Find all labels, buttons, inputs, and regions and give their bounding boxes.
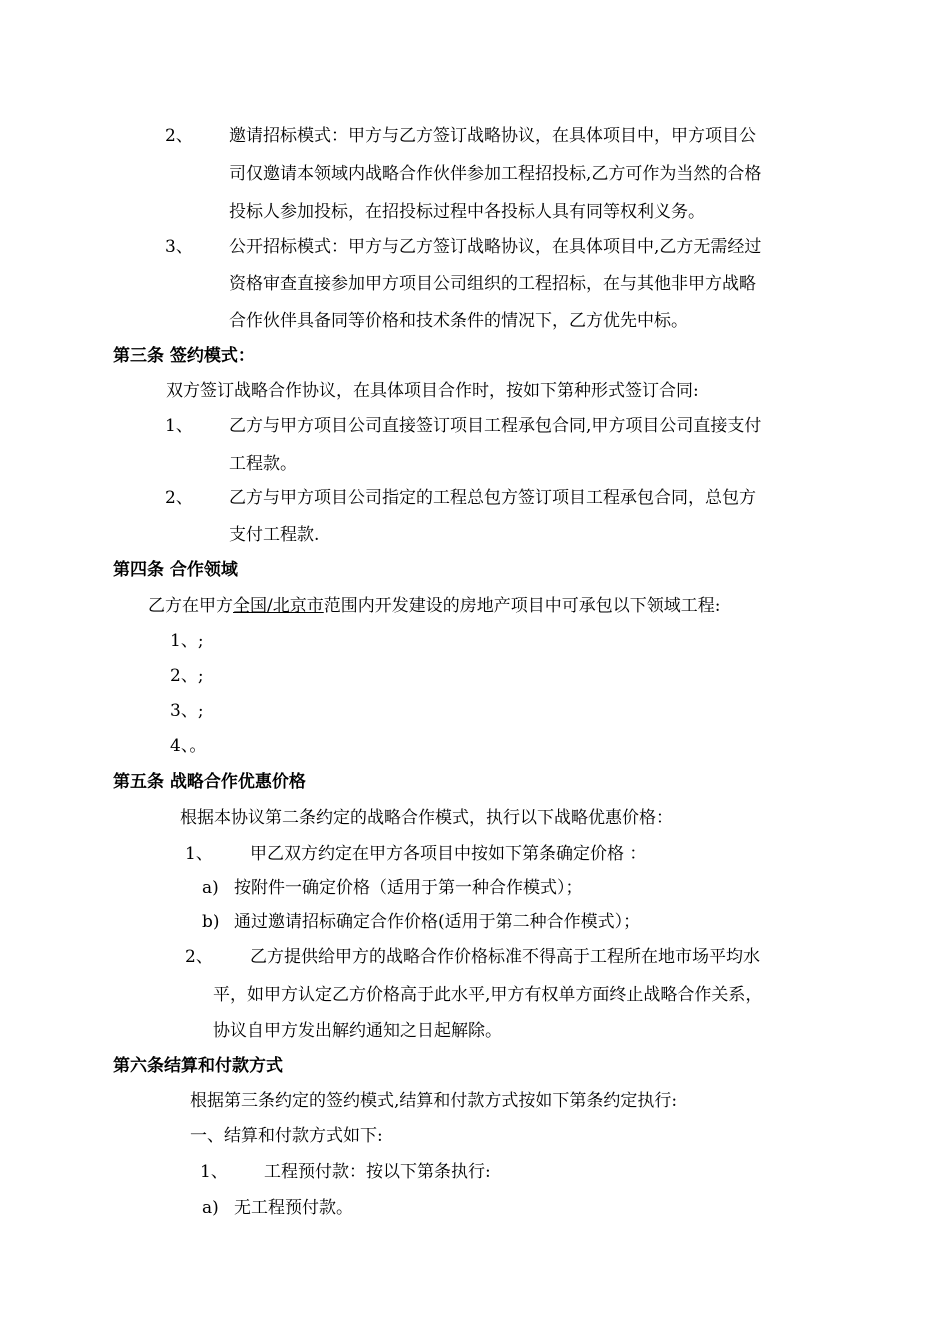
list-item: 4、。 — [170, 736, 207, 756]
paragraph-line: 乙方与甲方项目公司指定的工程总包方签订项目工程承包合同，总包方 — [229, 488, 756, 508]
list-number: 2、 — [185, 947, 213, 967]
paragraph-line: 资格审查直接参加甲方项目公司组织的工程招标，在与其他非甲方战略 — [229, 274, 756, 294]
paragraph-line: 乙方与甲方项目公司直接签订项目工程承包合同,甲方项目公司直接支付 — [229, 416, 762, 436]
list-number: 1、 — [165, 416, 193, 436]
sub-item-label: b) — [202, 912, 220, 932]
text-segment: 乙方在甲方 — [148, 596, 233, 616]
paragraph-line: 双方签订战略合作协议，在具体项目合作时，按如下第种形式签订合同: — [166, 381, 699, 401]
paragraph-line: 司仅邀请本领域内战略合作伙伴参加工程招投标,乙方可作为当然的合格 — [229, 164, 762, 184]
sub-item-label: a) — [202, 878, 219, 898]
underlined-scope: 全国/北京市 — [233, 596, 324, 616]
sub-item-text: 通过邀请招标确定合作价格(适用于第二种合作模式）； — [234, 912, 641, 932]
paragraph-line: 合作伙伴具备同等价格和技术条件的情况下，乙方优先中标。 — [229, 311, 688, 331]
paragraph-line: 工程预付款：按以下第条执行: — [264, 1162, 491, 1182]
sub-item-text: 按附件一确定价格（适用于第一种合作模式）； — [234, 878, 583, 898]
list-number: 1、 — [185, 844, 213, 864]
list-number: 2、 — [165, 488, 193, 508]
paragraph-line: 根据第三条约定的签约模式,结算和付款方式按如下第条约定执行: — [190, 1091, 678, 1111]
article-6-heading: 第六条结算和付款方式 — [113, 1056, 283, 1076]
paragraph-line: 协议自甲方发出解约通知之日起解除。 — [213, 1021, 502, 1041]
sub-item-label: a) — [202, 1198, 219, 1218]
paragraph-line — [148, 594, 720, 618]
article-3-heading: 第三条 签约模式： — [113, 346, 255, 366]
paragraph-line: 一、结算和付款方式如下: — [190, 1126, 383, 1146]
paragraph-line: 平，如甲方认定乙方价格高于此水平,甲方有权单方面终止战略合作关系， — [213, 985, 763, 1005]
list-number: 1、 — [200, 1162, 228, 1182]
article-5-heading: 第五条 战略合作优惠价格 — [113, 772, 306, 792]
paragraph-line: 投标人参加投标，在招投标过程中各投标人具有同等权利义务。 — [229, 202, 705, 222]
paragraph-line: 甲乙双方约定在甲方各项目中按如下第条确定价格 ： — [250, 844, 647, 864]
paragraph-line: 工程款。 — [229, 454, 297, 474]
paragraph-line: 根据本协议第二条约定的战略合作模式，执行以下战略优惠价格： — [180, 808, 673, 828]
list-number: 3、 — [165, 237, 193, 257]
list-item: 2、; — [170, 666, 204, 686]
list-number: 2、 — [165, 126, 193, 146]
article-4-heading: 第四条 合作领域 — [113, 560, 238, 580]
paragraph-line: 乙方提供给甲方的战略合作价格标准不得高于工程所在地市场平均水 — [250, 947, 760, 967]
text-segment: 范围内开发建设的房地产项目中可承包以下领域工程: — [323, 596, 721, 616]
paragraph-line: 支付工程款. — [229, 525, 320, 545]
sub-item-text: 无工程预付款。 — [234, 1198, 353, 1218]
list-item: 3、; — [170, 701, 204, 721]
paragraph-line: 公开招标模式：甲方与乙方签订战略协议，在具体项目中,乙方无需经过 — [229, 237, 762, 257]
paragraph-line: 邀请招标模式：甲方与乙方签订战略协议，在具体项目中，甲方项目公 — [229, 126, 756, 146]
list-item: 1、; — [170, 631, 204, 651]
